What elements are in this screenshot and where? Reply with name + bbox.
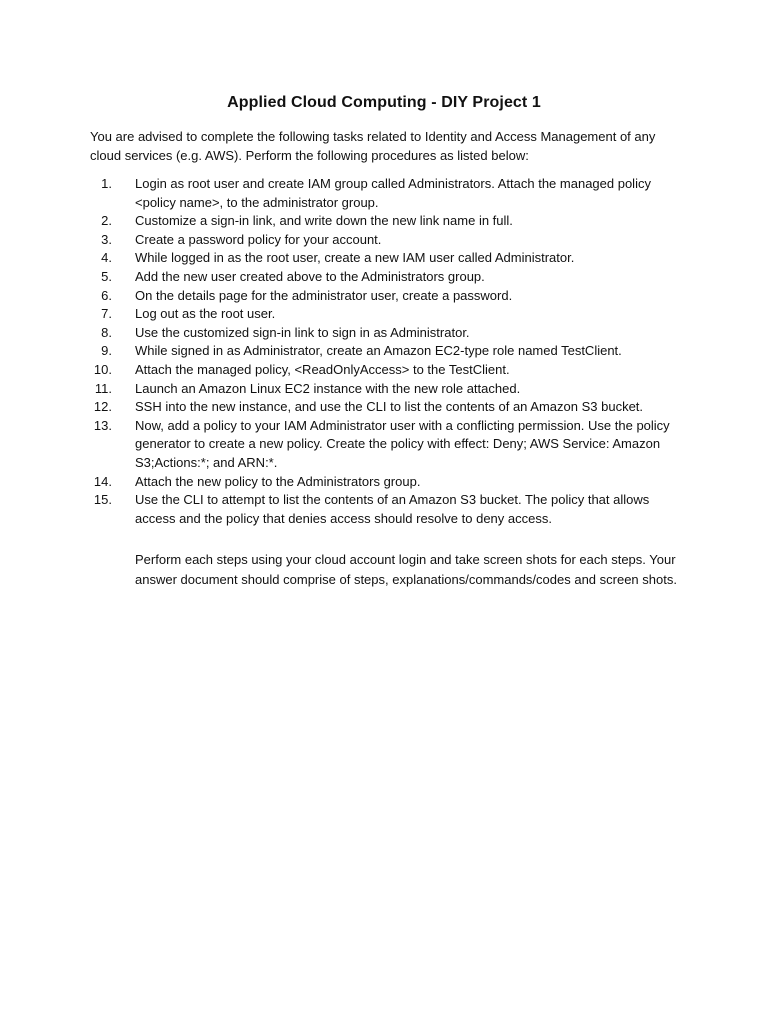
- step-text: Attach the new policy to the Administrators group.: [135, 473, 421, 489]
- step-number: 5.: [101, 268, 112, 284]
- list-item: [90, 268, 690, 287]
- step-text: Customize a sign-in link, and write down the new link name in full.: [135, 213, 513, 229]
- list-item: [90, 491, 690, 528]
- list-item: [90, 417, 690, 473]
- step-text: Use the CLI to attempt to list the contents of an Amazon S3 bucket. The policy that allows access and the policy that denies access should resolve to deny access.: [135, 492, 650, 526]
- step-number: 6.: [101, 287, 112, 303]
- step-number: 13.: [93, 417, 112, 433]
- list-item: [90, 231, 690, 250]
- document-title: Applied Cloud Computing - DIY Project 1: [227, 94, 541, 111]
- step-text: Create a password policy for your account.: [135, 231, 382, 247]
- step-number: 1.: [101, 176, 112, 191]
- step-text: While signed in as Administrator, create an Amazon EC2-type role named TestClient.: [135, 343, 622, 359]
- step-text: Attach the managed policy, <ReadOnlyAccess> to the TestClient.: [135, 361, 510, 377]
- step-number: 4.: [101, 250, 112, 266]
- procedure-list: [90, 175, 690, 528]
- step-number: 8.: [101, 324, 112, 340]
- step-text: Login as root user and create IAM group called Administrators. Attach the managed policy <policy name>, to the administrator group.: [135, 176, 651, 210]
- step-number: 11.: [94, 380, 112, 396]
- list-item: [90, 473, 690, 492]
- step-text: Launch an Amazon Linux EC2 instance with the new role attached.: [135, 380, 521, 396]
- step-number: 12.: [93, 399, 112, 415]
- list-item: [90, 175, 690, 212]
- list-item: [90, 342, 690, 361]
- step-text: Now, add a policy to your IAM Administrator user with a conflicting permission. Use the policy generator to create a new policy. Create the policy with effect: Deny; AWS Service: Amazon S3;Actions:*; and ARN:*.: [135, 417, 670, 470]
- step-text: Add the new user created above to the Administrators group.: [135, 268, 485, 284]
- list-item: [90, 398, 690, 417]
- list-item: [90, 212, 690, 231]
- list-item: [90, 249, 690, 268]
- list-item: [90, 361, 690, 380]
- step-number: 7.: [101, 306, 112, 322]
- step-number: 10.: [93, 361, 112, 377]
- step-number: 15.: [93, 492, 112, 508]
- intro-paragraph: You are advised to complete the following tasks related to Identity and Access Management of any cloud services (e.g. AWS). Perform the following procedures as listed below:: [90, 129, 656, 163]
- list-item: [90, 305, 690, 324]
- closing-paragraph: Perform each steps using your cloud account login and take screen shots for each steps. Your answer document should comprise of steps, explanations/commands/codes and screen shots.: [135, 552, 677, 587]
- step-text: Use the customized sign-in link to sign in as Administrator.: [135, 324, 470, 340]
- step-text: SSH into the new instance, and use the CLI to list the contents of an Amazon S3 bucket.: [135, 399, 644, 415]
- step-text: On the details page for the administrator user, create a password.: [135, 287, 513, 303]
- step-text: Log out as the root user.: [135, 306, 276, 322]
- step-number: 14.: [93, 473, 112, 489]
- list-item: [90, 287, 690, 306]
- step-number: 3.: [101, 231, 112, 247]
- step-number: 2.: [101, 213, 112, 229]
- list-item: [90, 380, 690, 399]
- list-item: [90, 324, 690, 343]
- step-text: While logged in as the root user, create a new IAM user called Administrator.: [135, 250, 575, 266]
- step-number: 9.: [101, 343, 112, 359]
